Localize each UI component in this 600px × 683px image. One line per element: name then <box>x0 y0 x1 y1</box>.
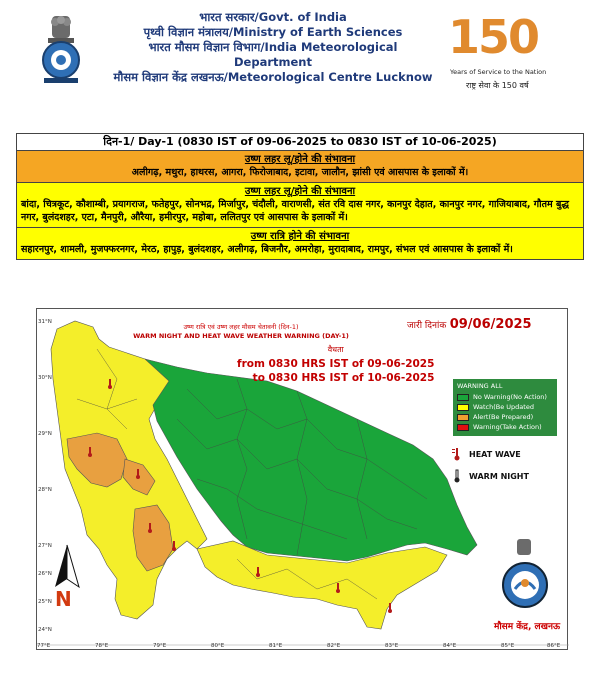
anniversary-number: 150 <box>448 10 539 64</box>
lat-tick: 30°N <box>38 375 52 381</box>
warning-legend <box>453 379 557 436</box>
legend-item-warning <box>457 423 553 431</box>
anniversary-caption-en: Years of Service to the Nation <box>450 68 547 76</box>
legend-item-watch <box>457 403 553 411</box>
national-emblem-icon <box>38 14 84 86</box>
org-line-imd: भारत मौसम विज्ञान विभाग/India Meteorological Department <box>148 40 398 69</box>
valid-from: from 0830 HRS IST of 09-06-2025 <box>237 358 435 370</box>
lat-tick: 26°N <box>38 571 52 577</box>
lon-tick: 86°E <box>547 643 561 649</box>
lon-tick: 81°E <box>269 643 283 649</box>
lon-tick: 84°E <box>443 643 457 649</box>
section-heading: उष्ण रात्रि होने की संभावना <box>250 231 350 242</box>
forecast-table <box>16 133 584 260</box>
lon-tick: 83°E <box>385 643 399 649</box>
heatwave-section-1 <box>17 151 583 183</box>
issued-date: 09/06/2025 <box>449 317 532 332</box>
legend-item-alert <box>457 413 553 421</box>
legend-label: Alert(Be Prepared) <box>473 413 534 421</box>
section-heading: उष्ण लहर लू/होने की संभावना <box>244 186 356 197</box>
warning-map-panel <box>36 308 568 650</box>
section-text: सहारनपुर, शामली, मुजफ्फरनगर, मेरठ, हापुड़, बुलंदशहर, अलीगढ़, बिजनौर, अमरोहा, मुरादाबाद, रामपुर, संभल एवं आसपास के इलाकों में। <box>21 244 513 255</box>
organisation-block <box>108 10 438 85</box>
issued-date-block <box>407 317 532 332</box>
heat-wave-symbol <box>451 447 521 461</box>
thermometer-dark-icon <box>451 469 463 483</box>
thermometer-red-icon <box>451 447 463 461</box>
legend-label: Watch(Be Updated <box>473 403 534 411</box>
imd-logo <box>493 539 561 639</box>
lon-tick: 79°E <box>153 643 167 649</box>
issued-label: जारी दिनांक <box>407 321 447 331</box>
header <box>0 0 600 100</box>
section-text: बांदा, चित्रकूट, कौशाम्बी, प्रयागराज, फतेहपुर, सोनभद्र, मिर्जापुर, चंदौली, वाराणसी, संत रवि दास नगर, कानपुर देहात, कानपुर नगर, गाजियाबाद, गौतम बुद्ध नगर, बुलंदशहर, एटा, मैनपुरी, औरैया, हमीरपुर, महोबा, ललितपुर एवं आसपास के इलाकों में। <box>21 199 570 223</box>
anniversary-caption-hi: राष्ट्र सेवा के 150 वर्ष <box>466 81 529 90</box>
warm-night-label: WARM NIGHT <box>469 471 529 481</box>
legend-item-no-warning <box>457 393 553 401</box>
map-title <box>121 323 361 341</box>
day-label: दिन-1/ Day-1 (0830 IST of 09-06-2025 to 0830 IST of 10-06-2025) <box>17 134 583 151</box>
warm-night-section <box>17 228 583 259</box>
org-line-ministry: पृथ्वी विज्ञान मंत्रालय/Ministry of Earth Sciences <box>143 25 403 39</box>
map-title-hi: उष्ण रात्रि एवं उष्ण लहर मौसम चेतावनी (दिन-1) <box>183 323 299 331</box>
lon-tick: 78°E <box>95 643 109 649</box>
lat-tick: 24°N <box>38 627 52 633</box>
map-title-en: WARM NIGHT AND HEAT WAVE WEATHER WARNING (DAY-1) <box>133 332 349 340</box>
lon-tick: 77°E <box>37 643 51 649</box>
org-line-centre: मौसम विज्ञान केंद्र लखनऊ/Meteorological Centre Lucknow <box>113 70 433 84</box>
lat-tick: 31°N <box>38 319 52 325</box>
warm-night-symbol <box>451 469 529 483</box>
validity-label: वैधता <box>327 345 344 354</box>
legend-title: WARNING ALL <box>457 382 503 390</box>
legend-label: Warning(Take Action) <box>473 423 542 431</box>
lat-tick: 25°N <box>38 599 52 605</box>
valid-to: to 0830 HRS IST of 10-06-2025 <box>252 372 435 384</box>
section-heading: उष्ण लहर लू/होने की संभावना <box>244 154 356 165</box>
legend-label: No Warning(No Action) <box>473 393 547 401</box>
north-arrow-icon <box>47 543 87 623</box>
lon-tick: 82°E <box>327 643 341 649</box>
lon-tick: 85°E <box>501 643 515 649</box>
lat-tick: 28°N <box>38 487 52 493</box>
heat-wave-label: HEAT WAVE <box>469 449 521 459</box>
imd-caption: मौसम केंद्र, लखनऊ <box>493 622 561 632</box>
heatwave-section-2 <box>17 183 583 228</box>
imd-emblem-icon <box>493 539 557 619</box>
validity-block <box>237 343 434 385</box>
anniversary-logo <box>448 10 558 94</box>
lat-tick: 29°N <box>38 431 52 437</box>
lon-tick: 80°E <box>211 643 225 649</box>
lat-tick: 27°N <box>38 543 52 549</box>
org-line-govt: भारत सरकार/Govt. of India <box>199 10 347 24</box>
section-text: अलीगढ़, मथुरा, हाथरस, आगरा, फिरोजाबाद, इटावा, जालौन, झांसी एवं आसपास के इलाकों में। <box>131 167 469 178</box>
north-label: N <box>55 587 72 611</box>
